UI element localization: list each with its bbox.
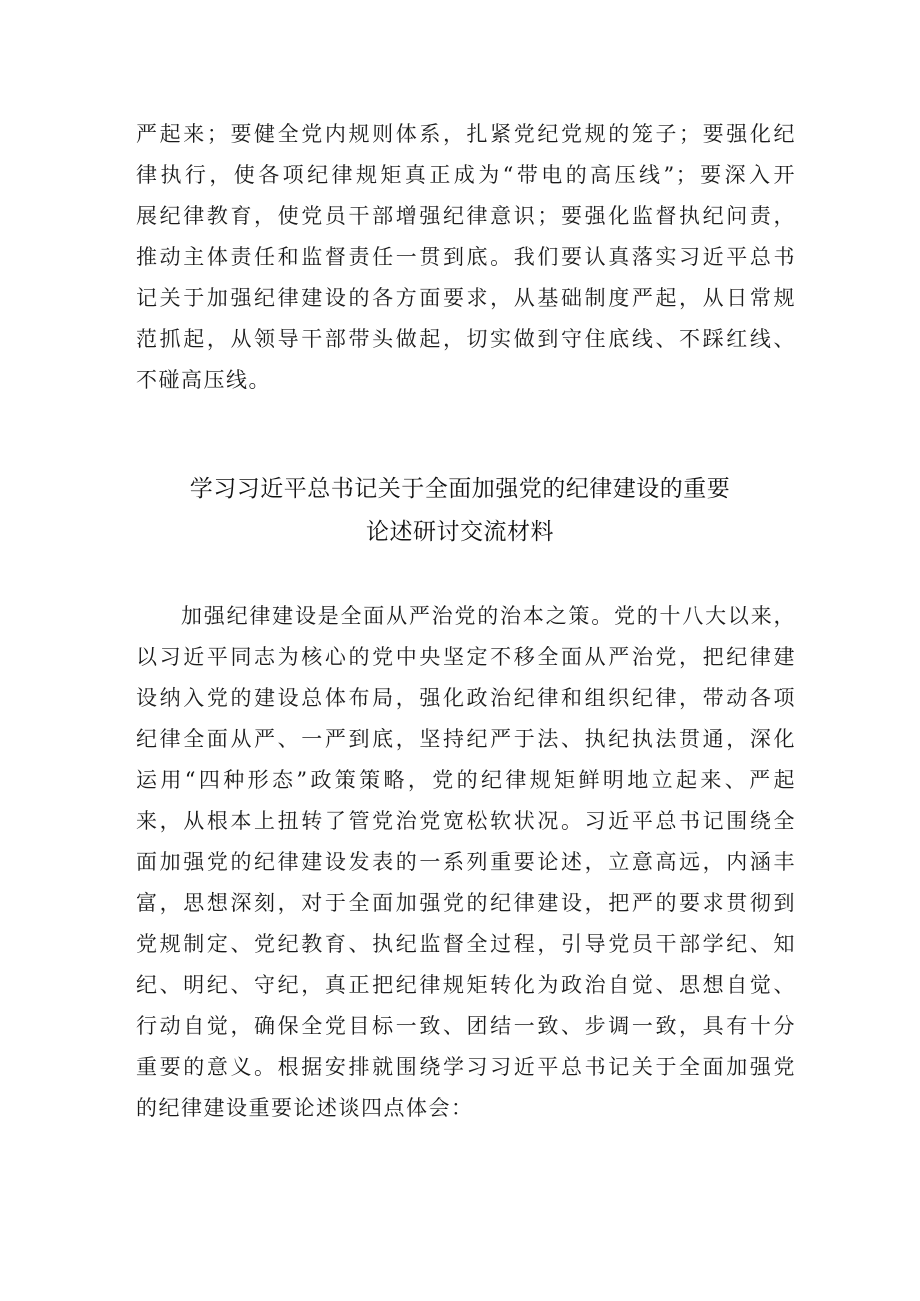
paragraph-line: 的纪律建设重要论述谈四点体会： (136, 1096, 474, 1120)
title-line: 学习习近平总书记关于全面加强党的纪律建设的重要 (189, 476, 731, 502)
paragraph-line: 严起来；要健全党内规则体系，扎紧党纪党规的笼子；要强化纪 (136, 122, 796, 146)
paragraph-line: 设纳入党的建设总体布局，强化政治纪律和组织纪律，带动各项 (136, 686, 796, 710)
paragraph-line: 纪、明纪、守纪，真正把纪律规矩转化为政治自觉、思想自觉、 (136, 973, 796, 997)
paragraph-line: 律执行，使各项纪律规矩真正成为“带电的高压线”；要深入开 (136, 163, 796, 187)
paragraph-line: 运用“四种形态”政策策略，党的纪律规矩鲜明地立起来、严起 (136, 768, 796, 792)
paragraph-line: 不碰高压线。 (136, 368, 271, 392)
paragraph-line: 纪律全面从严、一严到底，坚持纪严于法、执纪执法贯通，深化 (136, 727, 796, 751)
paragraph-line: 以习近平同志为核心的党中央坚定不移全面从严治党，把纪律建 (136, 645, 796, 669)
paragraph-line: 推动主体责任和监督责任一贯到底。我们要认真落实习近平总书 (136, 245, 796, 269)
paragraph-line: 记关于加强纪律建设的各方面要求，从基础制度严起，从日常规 (136, 286, 796, 310)
paragraph-line: 展纪律教育，使党员干部增强纪律意识；要强化监督执纪问责， (136, 204, 796, 228)
paragraph-line: 面加强党的纪律建设发表的一系列重要论述，立意高远，内涵丰 (136, 850, 796, 874)
paragraph-line: 富，思想深刻，对于全面加强党的纪律建设，把严的要求贯彻到 (136, 891, 796, 915)
title-line: 论述研讨交流材料 (366, 519, 554, 545)
paragraph-line: 重要的意义。根据安排就围绕学习习近平总书记关于全面加强党 (136, 1055, 796, 1079)
paragraph-line: 行动自觉，确保全党目标一致、团结一致、步调一致，具有十分 (136, 1014, 796, 1038)
paragraph-line: 党规制定、党纪教育、执纪监督全过程，引导党员干部学纪、知 (136, 932, 796, 956)
paragraph-line: 来，从根本上扭转了管党治党宽松软状况。习近平总书记围绕全 (136, 809, 796, 833)
paragraph-line: 加强纪律建设是全面从严治党的治本之策。党的十八大以来， (181, 604, 796, 628)
paragraph-line: 范抓起，从领导干部带头做起，切实做到守住底线、不踩红线、 (136, 327, 796, 351)
